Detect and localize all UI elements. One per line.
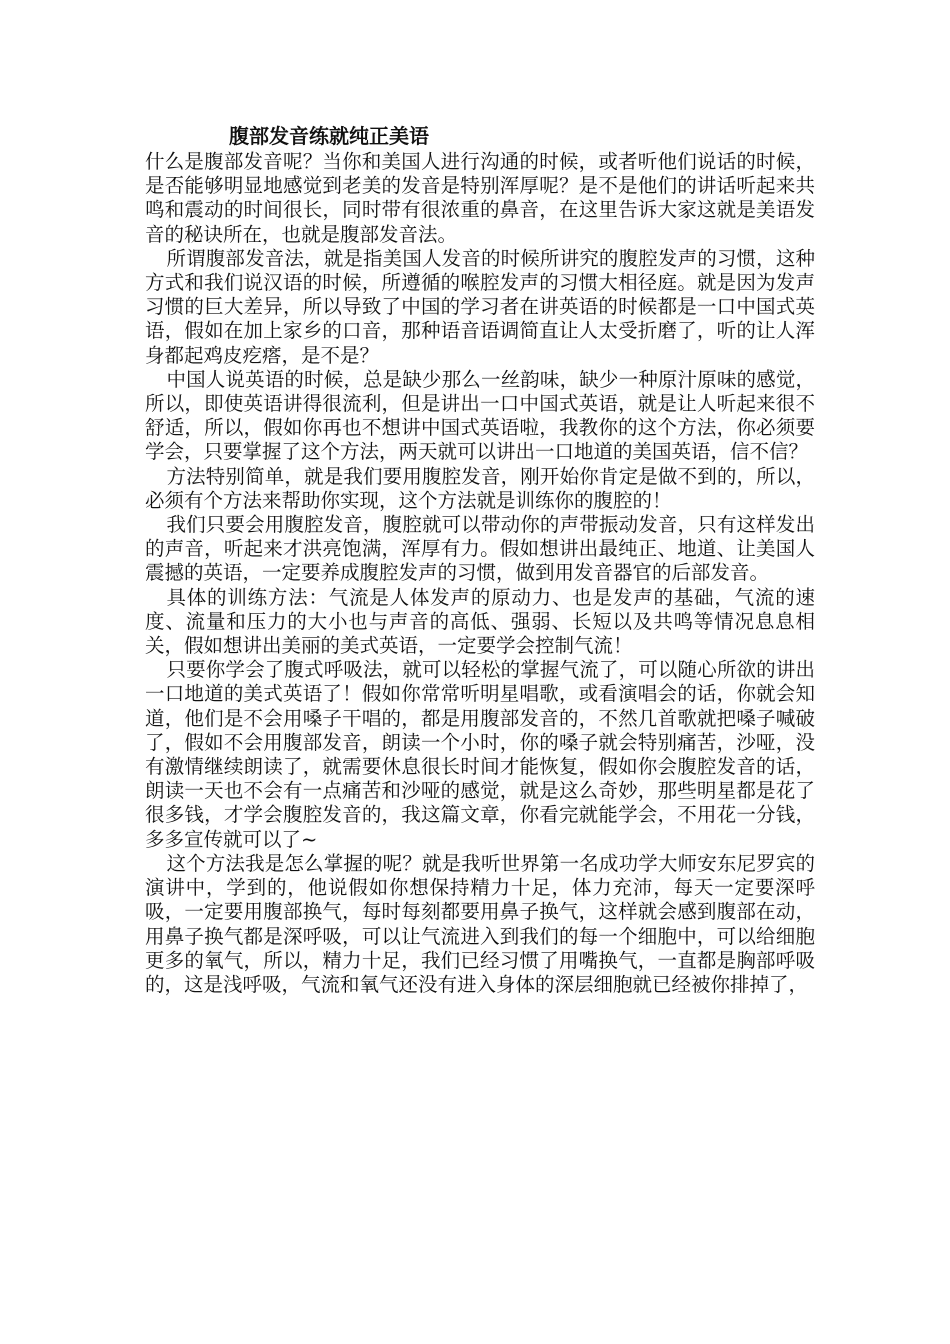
paragraph-4: 方法特别简单，就是我们要用腹腔发音，刚开始你肯定是做不到的，所以，必须有个方法来帮助你实现，这个方法就是训练你的腹腔的！ <box>145 464 815 512</box>
paragraph-5: 我们只要会用腹腔发音，腹腔就可以带动你的声带振动发音，只有这样发出的声音，听起来才洪亮饱满，浑厚有力。假如想讲出最纯正、地道、让美国人震撼的英语，一定要养成腹腔发声的习惯，做到用发音器官的后部发音。 <box>145 513 815 585</box>
paragraph-1: 什么是腹部发音呢？当你和美国人进行沟通的时候，或者听他们说话的时候，是否能够明显地感觉到老美的发音是特别浑厚呢？是不是他们的讲话听起来共鸣和震动的时间很长，同时带有很浓重的鼻音，在这里告诉大家这就是美语发音的秘诀所在，也就是腹部发音法。 <box>145 150 815 246</box>
paragraph-3: 中国人说英语的时候，总是缺少那么一丝韵味，缺少一种原汁原味的感觉，所以，即使英语讲得很流利，但是讲出一口中国式英语，就是让人听起来很不舒适，所以，假如你再也不想讲中国式英语啦，我教你的这个方法，你必须要学会，只要掌握了这个方法，两天就可以讲出一口地道的美国英语，信不信？ <box>145 367 815 464</box>
paragraph-2: 所谓腹部发音法，就是指美国人发音的时候所讲究的腹腔发声的习惯，这种方式和我们说汉语的时候，所遵循的喉腔发声的习惯大相径庭。就是因为发声习惯的巨大差异，所以导致了中国的学习者在讲英语的时候都是一口中国式英语，假如在加上家乡的口音，那种语音语调简直让人太受折磨了，听的让人浑身都起鸡皮疙瘩，是不是？ <box>145 246 815 367</box>
paragraph-8: 这个方法我是怎么掌握的呢？就是我听世界第一名成功学大师安东尼罗宾的演讲中，学到的，他说假如你想保持精力十足，体力充沛，每天一定要深呼吸，一定要用腹部换气，每时每刻都要用鼻子换气，这样就会感到腹部在动，用鼻子换气都是深呼吸，可以让气流进入到我们的每一个细胞中，可以给细胞更多的氧气，所以，精力十足，我们已经习惯了用嘴换气，一直都是胸部呼吸的，这是浅呼吸，气流和氧气还没有进入身体的深层细胞就已经被你排掉了， <box>145 851 815 996</box>
document-page <box>145 122 815 997</box>
paragraph-7: 只要你学会了腹式呼吸法，就可以轻松的掌握气流了，可以随心所欲的讲出一口地道的美式英语了！假如你常常听明星唱歌，或看演唱会的话，你就会知道，他们是不会用嗓子干唱的，都是用腹部发音的，不然几首歌就把嗓子喊破了，假如不会用腹部发音，朗读一个小时，你的嗓子就会特别痛苦，沙哑，没有激情继续朗读了，就需要休息很长时间才能恢复，假如你会腹腔发音的话，朗读一天也不会有一点痛苦和沙哑的感觉，就是这么奇妙，那些明星都是花了很多钱，才学会腹腔发音的，我这篇文章，你看完就能学会，不用花一分钱，多多宣传就可以了~ <box>145 658 815 851</box>
paragraph-6: 具体的训练方法：气流是人体发声的原动力、也是发声的基础，气流的速度、流量和压力的大小也与声音的高低、强弱、长短以及共鸣等情况息息相关，假如想讲出美丽的美式英语，一定要学会控制气流！ <box>145 585 815 658</box>
document-title: 腹部发音练就纯正美语 <box>229 124 429 148</box>
